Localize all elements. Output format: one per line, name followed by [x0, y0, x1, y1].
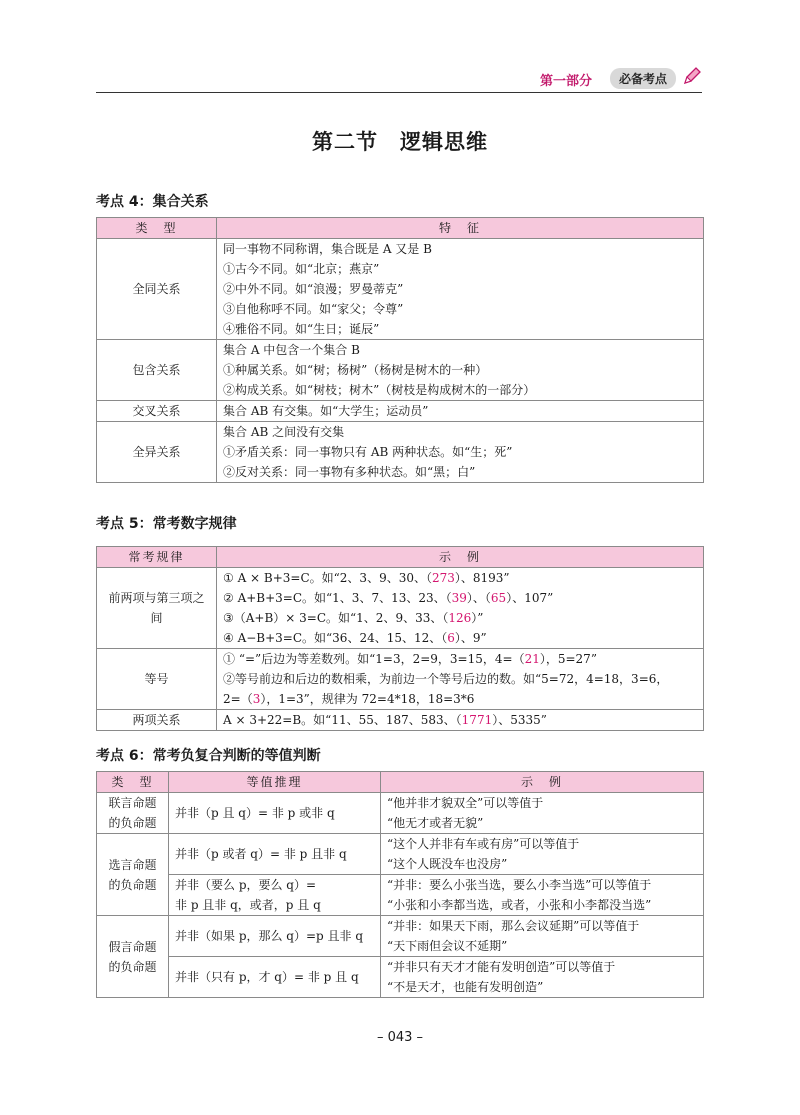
- example-line: [223, 669, 697, 689]
- example-line: “并非：如果天下雨，那么会议延期”可以等值于: [387, 919, 640, 933]
- answer-value: 21: [524, 652, 540, 666]
- example-text: ）、8193”: [454, 571, 510, 585]
- rule-line: 并非（p 或者 q）= 非 p 且非 q: [175, 847, 347, 861]
- proposition-type-cell: 假言命题的负命题: [97, 916, 169, 998]
- example-text: ）、9”: [454, 631, 487, 645]
- example-line: “并非只有天才才能有发明创造”可以等值于: [387, 960, 616, 974]
- table-row: [97, 710, 704, 731]
- example-text: ① “=”后边为等差数列。如“1=3，2=9，3=15，4=（: [223, 652, 525, 666]
- example-text: A × 3+22=B。如“11、55、187、583、（: [223, 713, 462, 727]
- rule-line: 并非（只有 p，才 q）= 非 p 且 q: [175, 970, 359, 984]
- answer-value: 39: [451, 591, 467, 605]
- table-row: [97, 568, 704, 649]
- example-line: “这个人既没车也没房”: [387, 857, 508, 871]
- example-line: “这个人并非有车或有房”可以等值于: [387, 837, 580, 851]
- table-row: [97, 422, 704, 483]
- column-header: 类 型: [97, 772, 169, 793]
- pattern-example-cell: [217, 649, 704, 710]
- column-header: 常考规律: [97, 547, 217, 568]
- example-text: ）、107”: [506, 591, 554, 605]
- answer-value: 65: [490, 591, 507, 605]
- relation-type-cell: 包含关系: [97, 340, 217, 401]
- example-text: ）、5335”: [492, 713, 547, 727]
- answer-value: 273: [431, 571, 455, 585]
- example-text: 2=（: [223, 692, 253, 706]
- rule-line: 并非（要么 p，要么 q）=: [175, 878, 317, 892]
- example-line: “小张和小李都当选，或者，小张和小李都没当选”: [387, 898, 652, 912]
- equivalence-rule-cell: [169, 916, 381, 957]
- feature-line: 集合 AB 之间没有交集: [223, 425, 345, 439]
- running-header: [96, 60, 702, 93]
- table-row: [97, 875, 704, 916]
- answer-value: 3: [252, 692, 261, 706]
- equivalence-rule-cell: [169, 957, 381, 998]
- equivalence-rule-cell: [169, 834, 381, 875]
- feature-line: ①古今不同。如“北京；燕京”: [223, 262, 380, 276]
- table-row: [97, 916, 704, 957]
- proposition-type-cell: 选言命题的负命题: [97, 834, 169, 916]
- pencil-icon: [682, 66, 702, 86]
- rule-line: 并非（p 且 q）= 非 p 或非 q: [175, 806, 335, 820]
- feature-line: ①矛盾关系：同一事物只有 AB 两种状态。如“生；死”: [223, 445, 513, 459]
- relation-feature-cell: [217, 401, 704, 422]
- example-line: [223, 689, 697, 709]
- relation-type-cell: 全异关系: [97, 422, 217, 483]
- pattern-example-cell: [217, 710, 704, 731]
- table-row: [97, 340, 704, 401]
- feature-line: 同一事物不同称谓，集合既是 A 又是 B: [223, 242, 432, 256]
- pattern-type-cell: 前两项与第三项之间: [97, 568, 217, 649]
- column-header: 等值推理: [169, 772, 381, 793]
- feature-line: ④雅俗不同。如“生日；诞辰”: [223, 322, 380, 336]
- table-row: [97, 793, 704, 834]
- rule-line: 非 p 且非 q，或者，p 且 q: [175, 898, 321, 912]
- column-header: 特 征: [217, 218, 704, 239]
- pattern-type-cell: 等号: [97, 649, 217, 710]
- example-text: ）”: [471, 611, 484, 625]
- example-text: ④ A−B+3=C。如“36、24、15、12、（: [223, 631, 448, 645]
- relation-feature-cell: [217, 239, 704, 340]
- example-line: “并非：要么小张当选，要么小李当选”可以等值于: [387, 878, 652, 892]
- example-line: “他并非才貌双全”可以等值于: [387, 796, 544, 810]
- number-patterns-table: [96, 546, 704, 731]
- page-number: – 043 –: [376, 1030, 424, 1045]
- table-row: [97, 957, 704, 998]
- equivalence-rule-cell: [169, 793, 381, 834]
- example-text: ②等号前边和后边的数相乘，为前边一个等号后边的数。如“5=72，4=18，3=6，: [223, 672, 669, 686]
- column-header: 示 例: [217, 547, 704, 568]
- set-relations-table: [96, 217, 704, 483]
- example-line: “天下雨但会议不延期”: [387, 939, 508, 953]
- example-text: ② A+B+3=C。如“1、3、7、13、23、（: [223, 591, 452, 605]
- example-line: [223, 649, 697, 669]
- equivalence-example-cell: [381, 793, 704, 834]
- equivalence-example-cell: [381, 834, 704, 875]
- equivalence-rule-cell: [169, 875, 381, 916]
- relation-feature-cell: [217, 422, 704, 483]
- header-badge: 必备考点: [610, 68, 676, 89]
- example-line: “他无才或者无貌”: [387, 816, 484, 830]
- answer-value: 126: [448, 611, 472, 625]
- feature-line: 集合 A 中包含一个集合 B: [223, 343, 360, 357]
- equivalence-example-cell: [381, 875, 704, 916]
- equivalence-example-cell: [381, 957, 704, 998]
- answer-value: 6: [447, 631, 455, 645]
- table-row: [97, 649, 704, 710]
- pattern-example-cell: [217, 568, 704, 649]
- feature-line: 集合 AB 有交集。如“大学生；运动员”: [223, 404, 429, 418]
- example-line: [223, 628, 697, 648]
- example-text: ）、（: [466, 591, 491, 605]
- rule-line: 并非（如果 p，那么 q）=p 且非 q: [175, 929, 364, 943]
- example-line: “不是天才，也能有发明创造”: [387, 980, 544, 994]
- negation-equivalence-table: [96, 771, 704, 998]
- relation-type-cell: 交叉关系: [97, 401, 217, 422]
- column-header: 示 例: [381, 772, 704, 793]
- feature-line: ③自他称呼不同。如“家父；令尊”: [223, 302, 404, 316]
- header-part-label: 第一部分: [539, 74, 592, 89]
- example-text: ① A × B+3=C。如“2、3、9、30、（: [223, 571, 432, 585]
- feature-line: ②中外不同。如“浪漫；罗曼蒂克”: [223, 282, 404, 296]
- section-heading: 考点 6：常考负复合判断的等值判断: [96, 748, 321, 764]
- example-line: [223, 608, 697, 628]
- example-line: [223, 710, 697, 730]
- proposition-type-cell: 联言命题的负命题: [97, 793, 169, 834]
- example-line: [223, 568, 697, 588]
- example-text: ③（A+B）× 3=C。如“1、2、9、33、（: [223, 611, 449, 625]
- answer-value: 1771: [461, 713, 493, 727]
- relation-feature-cell: [217, 340, 704, 401]
- page-title: 第二节 逻辑思维: [312, 129, 488, 154]
- relation-type-cell: 全同关系: [97, 239, 217, 340]
- feature-line: ②构成关系。如“树枝；树木”（树枝是构成树木的一部分）: [223, 383, 536, 397]
- table-row: [97, 239, 704, 340]
- equivalence-example-cell: [381, 916, 704, 957]
- section-heading: 考点 4：集合关系: [96, 194, 209, 210]
- example-text: ），1=3”，规律为 72=4*18，18=3*6: [260, 692, 475, 706]
- table-row: [97, 401, 704, 422]
- feature-line: ②反对关系：同一事物有多种状态。如“黑；白”: [223, 465, 476, 479]
- feature-line: ①种属关系。如“树；杨树”（杨树是树木的一种）: [223, 363, 488, 377]
- column-header: 类 型: [97, 218, 217, 239]
- pattern-type-cell: 两项关系: [97, 710, 217, 731]
- section-heading: 考点 5：常考数字规律: [96, 516, 237, 532]
- example-text: ），5=27”: [539, 652, 597, 666]
- table-row: [97, 834, 704, 875]
- example-line: [223, 588, 697, 608]
